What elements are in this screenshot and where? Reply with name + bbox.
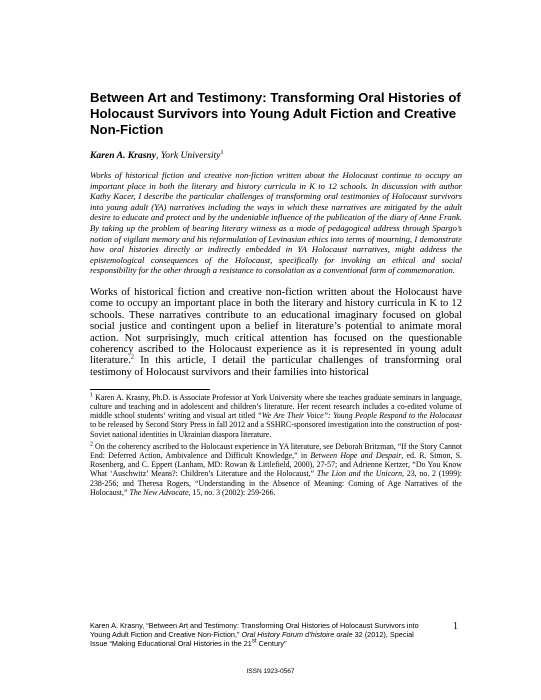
footnote-2-text-c: , 23, no. 2 (1999): 238-256; and Theresa Rogers, “Understanding in the Absence of Meaning: Coming of Age Narratives of the Holocaust,”	[90, 469, 462, 497]
journal-title: Oral History Forum d’histoire orale	[241, 630, 353, 639]
citation-text-b: 32 (2012), Special Issue “Making Educational Oral Histories in the 21	[90, 630, 414, 648]
author-line	[90, 150, 462, 161]
citation-text-c: Century”	[256, 639, 287, 648]
footnote-ref-2[interactable]: 2	[130, 354, 134, 361]
page-number: 1	[453, 621, 458, 632]
footnote-1-book-title: “We Are Their Voice”: Young People Respond to the Holocaust	[257, 411, 462, 421]
body-text-2: In this article, I detail the particular challenges of transforming oral testimony of Holocaust survivors and their families into historical	[90, 355, 462, 378]
abstract: Works of historical fiction and creative non-fiction written about the Holocaust continue to occupy an important place in both the literary and history curricula in K to 12 schools. In discussion with author Kathy Kacer, I describe the particular challenges of transforming oral testimonies of Holocaust survivors into young adult (YA) narratives including the ways in which these narratives are mitigated by the adult desire to educate and protect and by the undeniable influence of the publication of the diary of Anne Frank. By taking up the problem of bearing literary witness as a mode of pedagogical address through Spargo’s notion of vigilant memory and his reformulation of Levinasian ethics into terms of mourning, I demonstrate how oral histories directly or indirectly embedded in YA Holocaust narratives, might address the epistemological consequences of the Holocaust, specifically for invoking an ethical and social responsibility for the other through a resistance to consolation as a conventional form of commemoration.	[90, 170, 462, 276]
footnote-2	[90, 442, 462, 497]
article-title: Between Art and Testimony: Transforming Oral Histories of Holocaust Survivors into Young Adult Fiction and Creative Non-Fiction	[90, 90, 461, 137]
footnote-1-text-b: to be released by Second Story Press in fall 2012 and a SSHRC-sponsored investigation into the construction of post-Soviet national identities in Ukrainian diaspora literature.	[90, 420, 462, 439]
footnote-1	[90, 393, 462, 439]
citation-sup: st	[251, 638, 257, 645]
article-page	[90, 90, 462, 497]
citation-footer	[90, 621, 420, 648]
footnote-2-text-d: , 15, no. 3 (2002): 259-266.	[188, 487, 276, 497]
footnote-2-text-a: On the coherency ascribed to the Holocaust experience in YA literature, see Deborah Britzman, “If the Story Cannot End: Deferred Action, Ambivalence and Difficult Knowledge,” in	[90, 441, 462, 460]
footnote-ref-1[interactable]: 1	[220, 149, 224, 156]
footnote-2-title-3: The New Advocate	[129, 487, 189, 497]
author-affiliation: , York University	[156, 150, 221, 161]
body-paragraph	[90, 287, 462, 378]
footnote-2-title-1: Between Hope and Despair	[310, 451, 402, 460]
footnote-divider	[90, 389, 210, 390]
citation-text-a: Karen A. Krasny, “Between Art and Testimony: Transforming Oral Histories of Holocaust Survivors into Young Adult Fiction and Creative Non-Fiction,”	[90, 621, 419, 639]
footnote-2-title-2: The Lion and the Unicorn	[316, 469, 403, 479]
footnote-mark-2: 2	[90, 441, 93, 448]
issn-label: ISSN 1923-0567	[246, 668, 295, 675]
footnote-mark-1: 1	[90, 392, 93, 399]
body-text-1: Works of historical fiction and creative non-fiction written about the Holocaust have come to occupy an important place in both the literary and history curricula in K to 12 schools. These narratives contribute to an educational imaginary focused on global social justice and contingent upon a belief in literature’s potential to animate moral action. Not surprisingly, much critical attention has focused on the questionable coherency ascribed to the Holocaust experience as it is represented in young adult literature.	[90, 286, 462, 367]
footnote-2-text-b: , ed. R. Simon, S. Rosenberg, and C. Eppert (Lanham, MD: Rowan & Littlefield, 2000), 27-57; and Adrienne Kertzer, “Do You Know What ‘Auschwitz’ Means?: Children’s Literature and the Holocaust,”	[90, 451, 462, 479]
footnote-1-text-a: Karen A. Krasny, Ph.D. is Associate Professor at York University where she teaches graduate seminars in language, culture and teaching and in adolescent and children’s literature. Her recent research includes a co-edited volume of middle school students’ writing and visual art titled	[90, 392, 462, 421]
author-name: Karen A. Krasny	[90, 150, 157, 161]
